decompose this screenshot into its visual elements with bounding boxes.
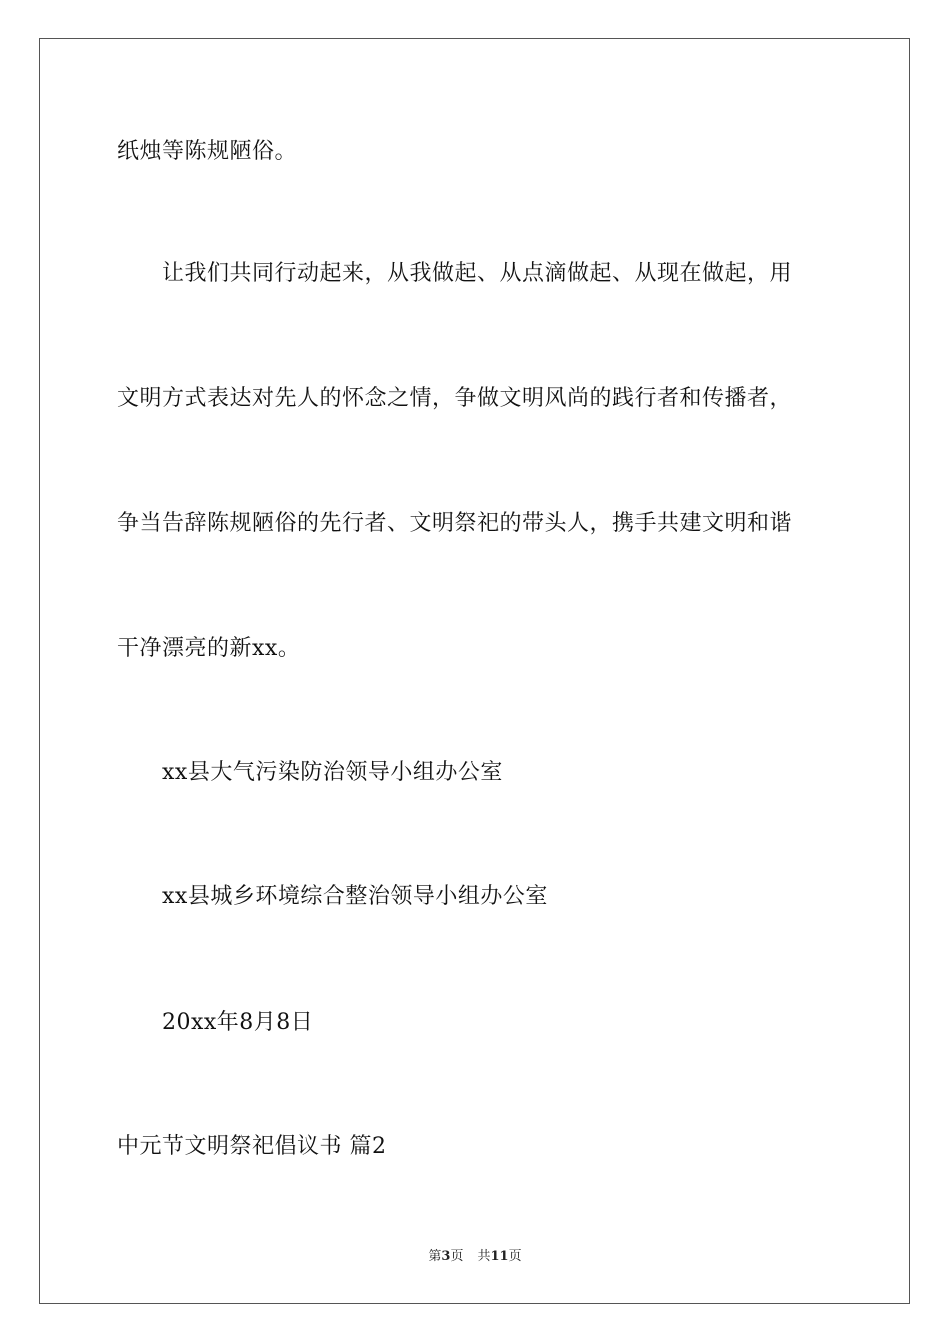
signature-office-1: xx县大气污染防治领导小组办公室 — [162, 760, 503, 785]
text-line-3: 文明方式表达对先人的怀念之情，争做文明风尚的践行者和传播者， — [117, 386, 793, 411]
page-suffix: 页 — [450, 1249, 464, 1264]
total-pages: 11 — [490, 1249, 509, 1264]
text-line-1: 纸烛等陈规陋俗。 — [117, 139, 298, 164]
text-line-4: 争当告辞陈规陋俗的先行者、文明祭祀的带头人，携手共建文明和谐 — [117, 511, 793, 536]
total-suffix: 页 — [508, 1249, 522, 1264]
text-line-5: 干净漂亮的新xx。 — [117, 636, 301, 661]
page-footer — [0, 1248, 950, 1266]
next-section-title: 中元节文明祭祀倡议书 篇2 — [117, 1134, 387, 1159]
signature-date: 20xx年8月8日 — [162, 1010, 314, 1035]
page-number: 3 — [441, 1249, 451, 1264]
page-prefix: 第 — [428, 1249, 442, 1264]
signature-office-2: xx县城乡环境综合整治领导小组办公室 — [162, 884, 548, 909]
total-prefix: 共 — [477, 1249, 491, 1264]
page-border — [39, 38, 910, 1304]
text-line-2: 让我们共同行动起来，从我做起、从点滴做起、从现在做起，用 — [162, 261, 793, 286]
